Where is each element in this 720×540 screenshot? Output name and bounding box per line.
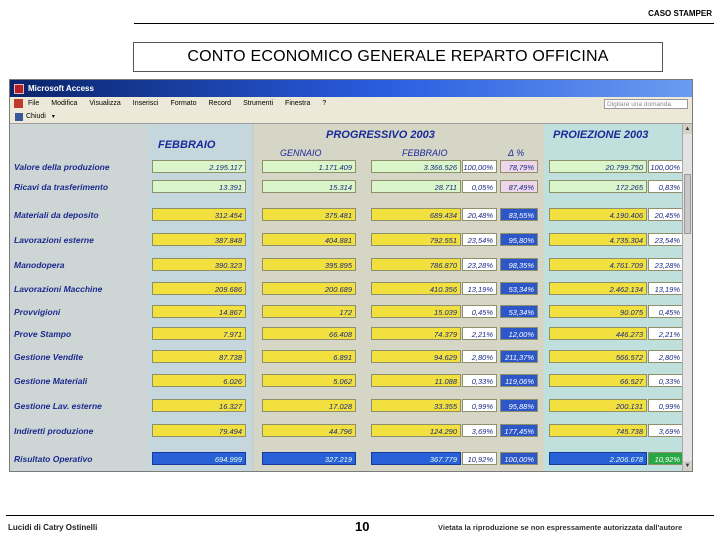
vertical-scrollbar[interactable] [682, 124, 692, 471]
cell-proj[interactable]: 20.799.750 [549, 160, 647, 173]
cell-projpct[interactable]: 13,19% [648, 282, 684, 295]
cell-projpct[interactable]: 0,99% [648, 399, 684, 412]
cell-delta[interactable]: 95,80% [500, 233, 538, 246]
febbraio-panel [148, 124, 252, 471]
cell-delta[interactable]: 98,35% [500, 258, 538, 271]
row-label: Ricavi da trasferimento [14, 182, 109, 192]
window-title: Microsoft Access [28, 84, 94, 93]
access-app-icon [14, 84, 24, 94]
cell-proj[interactable]: 2.462.134 [549, 282, 647, 295]
footer-author: Lucidi di Catry Ostinelli [8, 523, 98, 532]
cell-febp[interactable]: 367.779 [371, 452, 461, 465]
cell-pct[interactable]: 0,05% [462, 180, 497, 193]
cell-febp[interactable]: 33.355 [371, 399, 461, 412]
cell-projpct[interactable]: 0,83% [648, 180, 684, 193]
cell-gen[interactable]: 1.171.409 [262, 160, 356, 173]
cell-projpct[interactable]: 100,00% [648, 160, 684, 173]
row-label: Gestione Lav. esterne [14, 401, 102, 411]
cell-feb[interactable]: 79.494 [152, 424, 246, 437]
document-icon[interactable] [14, 99, 23, 108]
scroll-thumb[interactable] [684, 174, 691, 234]
slide-footer [0, 510, 720, 540]
cell-febp[interactable]: 3.366.526 [371, 160, 461, 173]
cell-feb[interactable]: 390.323 [152, 258, 246, 271]
cell-projpct[interactable]: 3,69% [648, 424, 684, 437]
cell-febp[interactable]: 15.039 [371, 305, 461, 318]
menu-modifica[interactable]: Modifica [51, 100, 78, 107]
cell-feb[interactable]: 7.971 [152, 327, 246, 340]
help-question-input[interactable]: Digitare una domanda. [604, 99, 688, 109]
cell-pct[interactable]: 23,28% [462, 258, 497, 271]
case-label: CASO STAMPER [648, 9, 712, 18]
labels-panel [10, 124, 148, 471]
cell-gen[interactable]: 17.028 [262, 399, 356, 412]
cell-gen[interactable]: 395.895 [262, 258, 356, 271]
row-label: Lavorazioni esterne [14, 235, 94, 245]
cell-feb[interactable]: 694.999 [152, 452, 246, 465]
slide-title: CONTO ECONOMICO GENERALE REPARTO OFFICINA [133, 42, 663, 72]
cell-feb[interactable]: 209.686 [152, 282, 246, 295]
cell-gen[interactable]: 404.881 [262, 233, 356, 246]
row-label: Gestione Vendite [14, 352, 84, 362]
progressivo-panel [254, 124, 544, 471]
cell-delta[interactable]: 211,37% [500, 350, 538, 363]
cell-proj[interactable]: 4.190.406 [549, 208, 647, 221]
cell-projpct[interactable]: 2,80% [648, 350, 684, 363]
cell-proj[interactable]: 4.735.304 [549, 233, 647, 246]
delta-subheader: Δ % [508, 148, 525, 158]
cell-projpct[interactable]: 0,45% [648, 305, 684, 318]
cell-gen[interactable]: 6.891 [262, 350, 356, 363]
cell-feb[interactable]: 312.454 [152, 208, 246, 221]
cell-pct[interactable]: 10,92% [462, 452, 497, 465]
row-label: Prove Stampo [14, 329, 72, 339]
scroll-down-icon[interactable]: ▼ [684, 463, 691, 469]
cell-pct[interactable]: 2,80% [462, 350, 497, 363]
cell-pct[interactable]: 0,99% [462, 399, 497, 412]
cell-febp[interactable]: 28.711 [371, 180, 461, 193]
close-icon[interactable] [15, 113, 23, 121]
cell-proj[interactable]: 172.265 [549, 180, 647, 193]
cell-gen[interactable]: 15.314 [262, 180, 356, 193]
row-label: Provvigioni [14, 307, 61, 317]
access-window [9, 79, 693, 472]
cell-febp[interactable]: 124.290 [371, 424, 461, 437]
cell-proj[interactable]: 446.273 [549, 327, 647, 340]
form-body [10, 124, 692, 471]
cell-delta[interactable]: 100,00% [500, 452, 538, 465]
cell-feb[interactable]: 87.738 [152, 350, 246, 363]
menu-inserisci[interactable]: Inserisci [132, 100, 159, 107]
cell-pct[interactable]: 3,69% [462, 424, 497, 437]
cell-gen[interactable]: 375.481 [262, 208, 356, 221]
cell-delta[interactable]: 83,55% [500, 208, 538, 221]
proiezione-panel [544, 124, 690, 471]
scroll-up-icon[interactable]: ▲ [684, 126, 691, 132]
cell-febp[interactable]: 74.379 [371, 327, 461, 340]
cell-gen[interactable]: 66.408 [262, 327, 356, 340]
cell-gen[interactable]: 327.219 [262, 452, 356, 465]
chevron-down-icon[interactable]: ▾ [51, 114, 55, 120]
cell-projpct[interactable]: 23,54% [648, 233, 684, 246]
menu-help[interactable]: ? [322, 100, 327, 107]
menu-visualizza[interactable]: Visualizza [89, 100, 121, 107]
gennaio-subheader: GENNAIO [280, 148, 322, 158]
cell-febp[interactable]: 410.356 [371, 282, 461, 295]
row-label: Manodopera [14, 260, 65, 270]
menu-formato[interactable]: Formato [170, 100, 197, 107]
row-label: Lavorazioni Macchine [14, 284, 103, 294]
cell-proj[interactable]: 745.738 [549, 424, 647, 437]
cell-proj[interactable]: 200.131 [549, 399, 647, 412]
cell-projpct[interactable]: 20,45% [648, 208, 684, 221]
cell-delta[interactable]: 12,00% [500, 327, 538, 340]
cell-delta[interactable]: 119,06% [500, 374, 538, 387]
cell-gen[interactable]: 44.796 [262, 424, 356, 437]
cell-feb[interactable]: 14.867 [152, 305, 246, 318]
cell-feb[interactable]: 13.391 [152, 180, 246, 193]
cell-projpct[interactable]: 2,21% [648, 327, 684, 340]
progressivo-header: PROGRESSIVO 2003 [326, 129, 435, 141]
cell-febp[interactable]: 689.434 [371, 208, 461, 221]
menu-finestra[interactable]: Finestra [285, 100, 311, 107]
page-number: 10 [355, 519, 370, 534]
window-titlebar [10, 80, 692, 97]
cell-proj[interactable]: 90.075 [549, 305, 647, 318]
cell-gen[interactable]: 5.062 [262, 374, 356, 387]
cell-gen[interactable]: 200.689 [262, 282, 356, 295]
cell-delta[interactable]: 53,34% [500, 282, 538, 295]
cell-febp[interactable]: 786.870 [371, 258, 461, 271]
cell-projpct[interactable]: 23,28% [648, 258, 684, 271]
menu-strumenti[interactable]: Strumenti [243, 100, 274, 107]
cell-feb[interactable]: 6.026 [152, 374, 246, 387]
cell-proj[interactable]: 566.572 [549, 350, 647, 363]
header-divider [134, 23, 714, 24]
cell-pct[interactable]: 0,45% [462, 305, 497, 318]
cell-delta[interactable]: 95,88% [500, 399, 538, 412]
cell-proj[interactable]: 4.761.709 [549, 258, 647, 271]
cell-projpct[interactable]: 10,92% [648, 452, 684, 465]
row-label: Valore della produzione [14, 162, 110, 172]
footer-divider [6, 515, 714, 516]
cell-febp[interactable]: 792.551 [371, 233, 461, 246]
cell-pct[interactable]: 0,33% [462, 374, 497, 387]
row-label: Risultato Operativo [14, 454, 93, 464]
febbraio-subheader: FEBBRAIO [402, 148, 448, 158]
cell-delta[interactable]: 177,45% [500, 424, 538, 437]
cell-feb[interactable]: 2.195.117 [152, 160, 246, 173]
cell-delta[interactable]: 87,49% [500, 180, 538, 193]
cell-proj[interactable]: 66.527 [549, 374, 647, 387]
slide-header [0, 0, 720, 28]
cell-proj[interactable]: 2.206.678 [549, 452, 647, 465]
cell-pct[interactable]: 23,54% [462, 233, 497, 246]
cell-projpct[interactable]: 0,33% [648, 374, 684, 387]
close-form-button[interactable]: Chiudi [26, 113, 46, 120]
proiezione-header: PROIEZIONE 2003 [553, 129, 649, 141]
menu-record[interactable]: Record [208, 100, 232, 107]
row-label: Materiali da deposito [14, 210, 99, 220]
menu-file[interactable]: File [28, 100, 40, 107]
cell-delta[interactable]: 78,79% [500, 160, 538, 173]
cell-pct[interactable]: 20,48% [462, 208, 497, 221]
cell-pct[interactable]: 2,21% [462, 327, 497, 340]
cell-feb[interactable]: 16.327 [152, 399, 246, 412]
cell-gen[interactable]: 172 [262, 305, 356, 318]
cell-febp[interactable]: 94.629 [371, 350, 461, 363]
row-label: Indiretti produzione [14, 426, 94, 436]
row-label: Gestione Materiali [14, 376, 88, 386]
cell-delta[interactable]: 53,34% [500, 305, 538, 318]
footer-copyright: Vietata la riproduzione se non espressamente autorizzata dall'autore [438, 523, 683, 532]
cell-pct[interactable]: 13,19% [462, 282, 497, 295]
cell-feb[interactable]: 387.848 [152, 233, 246, 246]
toolbar [10, 110, 692, 124]
febbraio-header: FEBBRAIO [158, 139, 216, 151]
cell-pct[interactable]: 100,00% [462, 160, 497, 173]
cell-febp[interactable]: 11.088 [371, 374, 461, 387]
menubar [10, 97, 692, 110]
